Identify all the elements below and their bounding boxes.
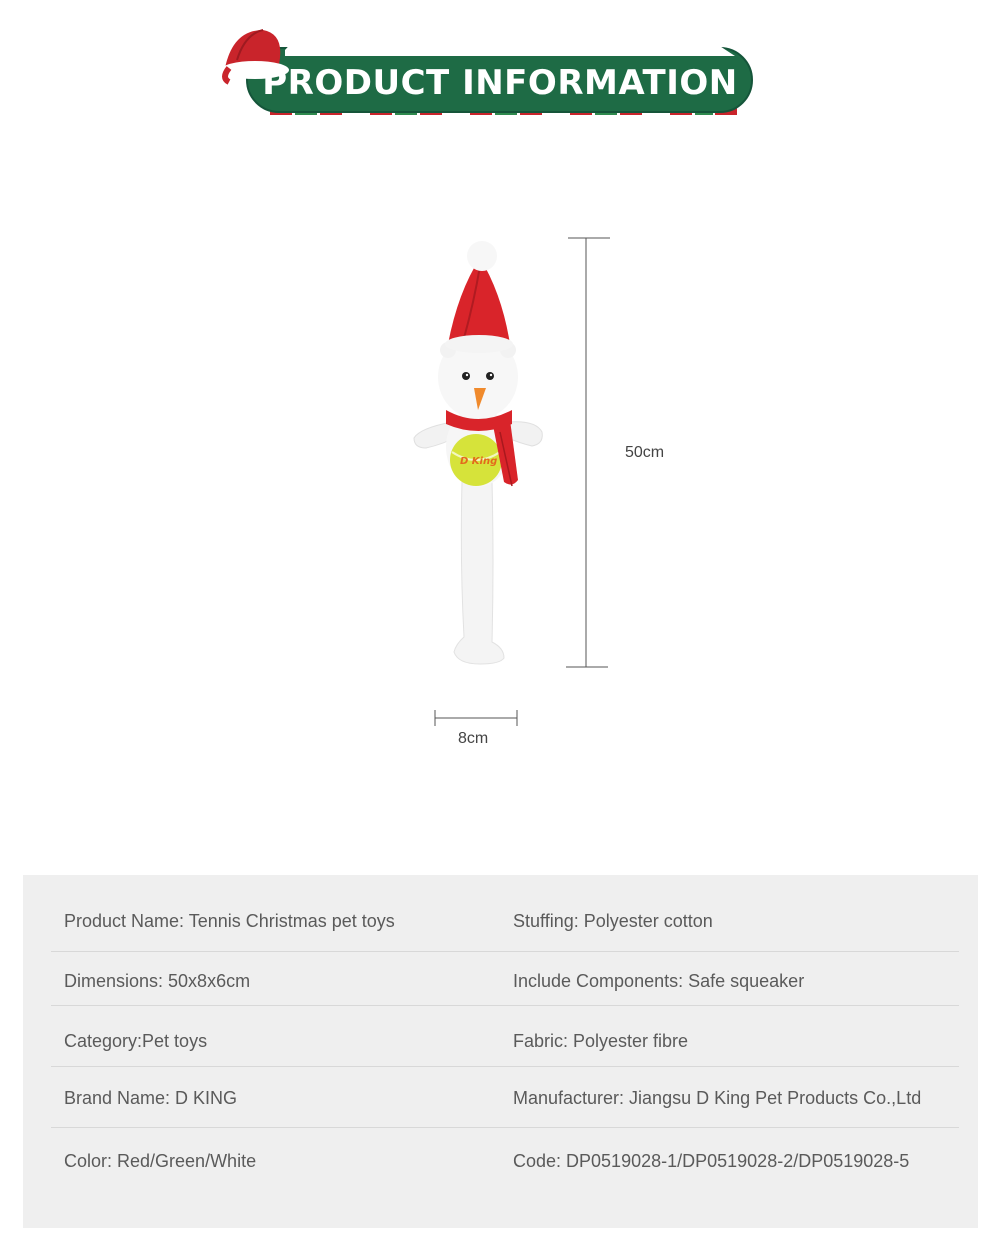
product-information-banner (215, 20, 765, 130)
width-label: 8cm (458, 730, 489, 747)
spec-dimensions: Dimensions: 50x8x6cm (64, 971, 251, 991)
table-row (51, 891, 959, 952)
spec-include-components: Include Components: Safe squeaker (513, 971, 805, 991)
spec-fabric: Fabric: Polyester fibre (513, 1031, 689, 1051)
table-row (51, 1131, 959, 1191)
product-image (400, 232, 560, 672)
specifications-table (23, 875, 978, 1228)
table-row (51, 1007, 959, 1067)
ball-brand-text: D King (460, 456, 498, 467)
spec-stuffing: Stuffing: Polyester cotton (513, 911, 713, 931)
height-dimension-line (566, 237, 610, 669)
spec-color: Color: Red/Green/White (64, 1151, 257, 1171)
spec-brand-name: Brand Name: D KING (64, 1088, 238, 1108)
table-row (51, 951, 959, 1006)
spec-category: Category:Pet toys (64, 1031, 208, 1051)
width-dimension-line (434, 708, 518, 728)
spec-code: Code: DP0519028-1/DP0519028-2/DP0519028-5 (513, 1151, 910, 1171)
height-label: 50cm (625, 444, 665, 461)
table-row (51, 1068, 959, 1128)
snowman-toy-icon (400, 232, 560, 672)
spec-product-name: Product Name: Tennis Christmas pet toys (64, 911, 395, 931)
spec-manufacturer: Manufacturer: Jiangsu D King Pet Products Co.,Ltd (513, 1088, 922, 1108)
banner-title: PRODUCT INFORMATION (262, 63, 738, 103)
